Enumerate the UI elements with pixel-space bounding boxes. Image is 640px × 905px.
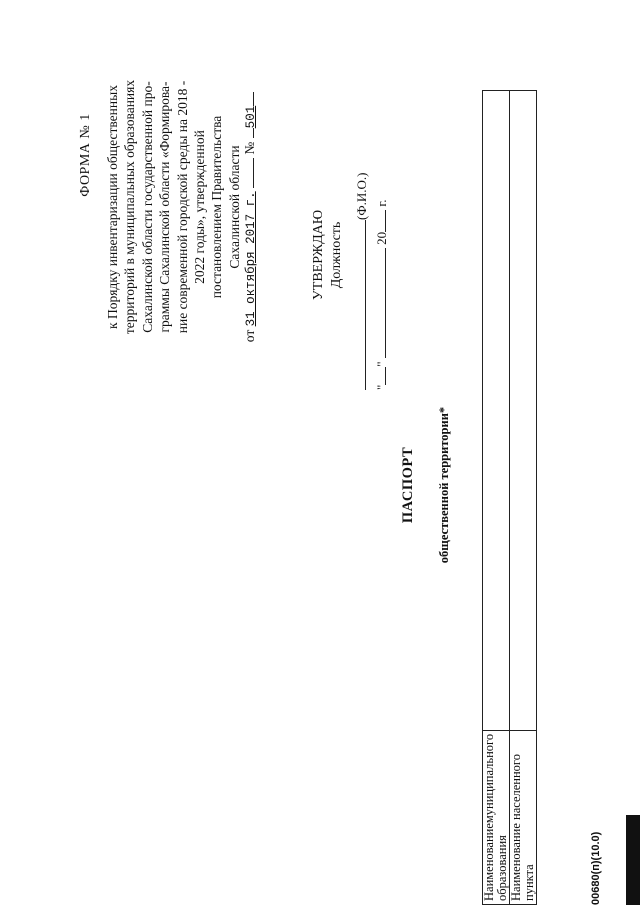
passport-table (482, 90, 537, 905)
table-row (483, 91, 510, 905)
settlement-label-cell: Наименование населенного пункта (510, 730, 537, 904)
approval-position: Должность (329, 221, 344, 289)
passport-title: ПАСПОРТ (400, 446, 416, 524)
order-line: к Порядку инвентаризации общественных (105, 85, 120, 329)
signature-line (354, 120, 370, 390)
document-code: 00680(п)(10.0) (590, 831, 602, 905)
municipality-value-cell[interactable] (483, 91, 510, 731)
table-row (510, 91, 537, 905)
order-line: Сахалинской области государственной про- (139, 81, 155, 333)
order-line: 2022 годы», утвержденной (192, 130, 208, 284)
year-prefix: 20 (374, 231, 389, 245)
municipality-label-cell (483, 730, 510, 904)
order-line: граммы Сахалинской области «Формирова- (157, 81, 173, 333)
passport-subtitle: общественной территории* (437, 406, 451, 564)
municipality-label-left: Наименование (482, 823, 496, 901)
order-line: территорий в муниципальных образованиях (122, 79, 138, 335)
decree-number-label: № (242, 141, 257, 155)
municipality-label-second: образования (495, 835, 509, 901)
decree-date-handwritten: 31 октября 2017 г. (244, 191, 258, 327)
order-reference-block (104, 77, 243, 337)
order-line: ние современной городской среды на 2018 - (174, 80, 190, 334)
form-number-title: ФОРМА № 1 (78, 113, 93, 197)
date-close-quote: " (374, 361, 389, 367)
year-suffix: г. (374, 199, 389, 207)
decree-number-handwritten: 501 (244, 105, 258, 129)
settlement-value-cell[interactable] (510, 91, 537, 731)
date-open-quote: " (374, 384, 389, 390)
fio-label: (Ф.И.О.) (354, 172, 369, 220)
order-line: Сахалинской области (226, 145, 242, 269)
order-line: постановлением Правительства (209, 115, 225, 299)
approval-block (310, 205, 346, 305)
approval-title: УТВЕРЖДАЮ (311, 209, 326, 301)
scan-edge-bar (626, 815, 640, 905)
decree-prefix: от (242, 329, 257, 343)
decree-date-line (242, 67, 258, 367)
approval-date-line (374, 120, 390, 390)
municipality-label-right: муниципального (482, 733, 496, 824)
